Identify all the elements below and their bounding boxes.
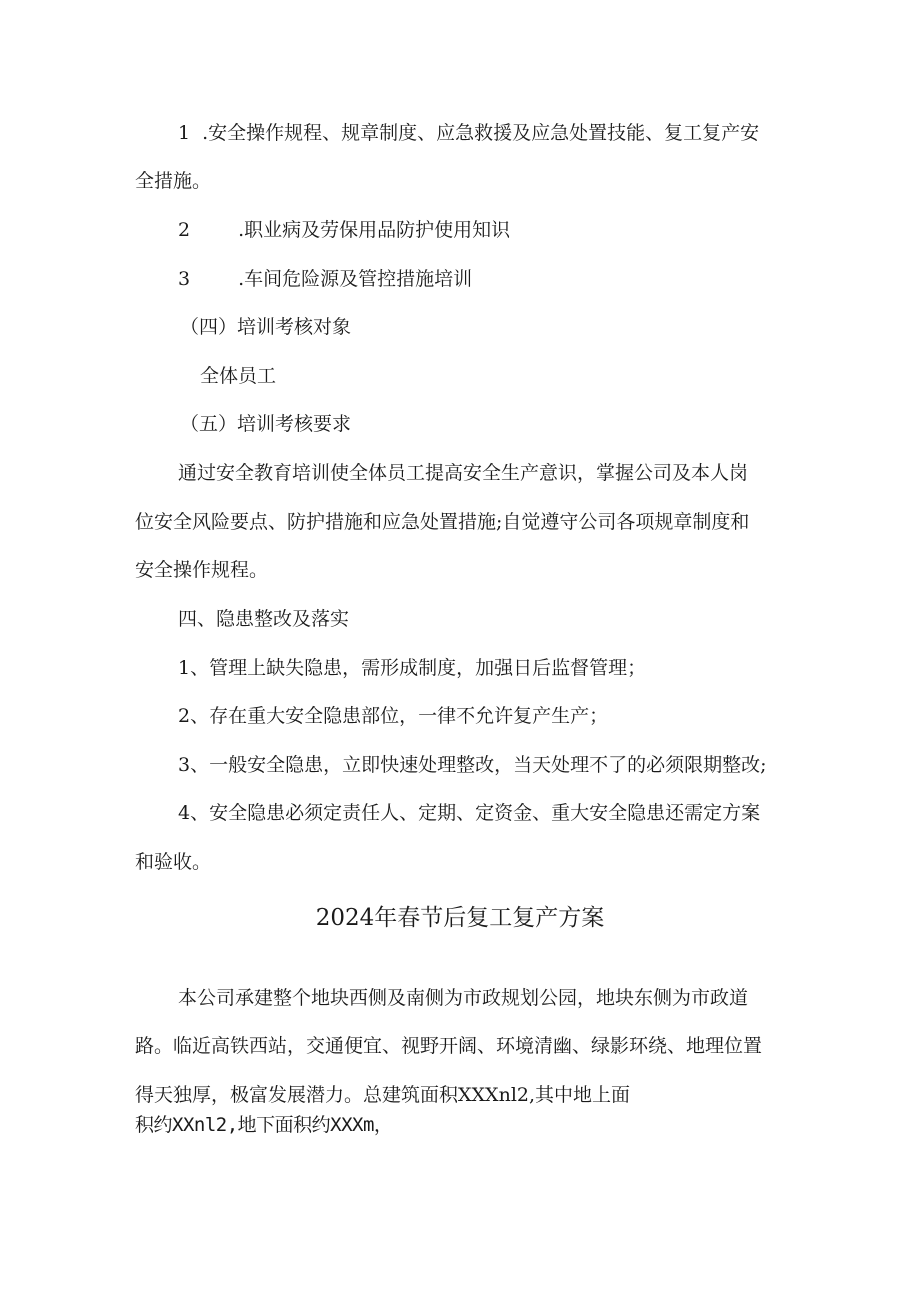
subheading-training-target: （四）培训考核对象 [180,316,352,338]
training-target-value: 全体员工 [200,365,277,387]
training-item-1-continued: 全措施。 [135,170,212,192]
training-item-1 [178,120,759,146]
hazard-item-2: 2、存在重大安全隐患部位，一律不允许复产生产； [178,705,609,727]
training-item-3 [178,266,472,292]
requirements-paragraph-line-1: 通过安全教育培训使全体员工提高安全生产意识，掌握公司及本人岗 [178,462,749,484]
requirements-paragraph-line-2: 位安全风险要点、防护措施和应急处置措施;自觉遵守公司各项规章制度和 [135,511,750,533]
subheading-training-requirements: （五）培训考核要求 [180,413,352,435]
plan-paragraph-line-4: 积约XXnl2,地下面积约XXXm， [135,1114,393,1136]
hazard-item-4: 4、安全隐患必须定责任人、定期、定资金、重大安全隐患还需定方案 [178,802,761,824]
plan-paragraph-line-2: 路。临近高铁西站，交通便宜、视野开阔、环境清幽、绿影环绕、地理位置 [135,1035,763,1057]
document-title: 2024年春节后复工复产方案 [315,905,605,931]
item-number: 2 [178,219,191,241]
item-text: .安全操作规程、规章制度、应急救援及应急处置技能、复工复产安 [202,122,760,144]
section-heading-hazard-rectification: 四、隐患整改及落实 [178,608,350,630]
hazard-item-4-continued: 和验收。 [135,851,212,873]
hazard-item-3: 3、一般安全隐患，立即快速处理整改，当天处理不了的必须限期整改; [178,754,767,776]
item-text: .车间危险源及管控措施培训 [238,268,473,290]
item-number: 3 [178,268,191,290]
training-item-2 [178,217,510,243]
item-number: 1 [178,122,191,144]
plan-paragraph-line-1: 本公司承建整个地块西侧及南侧为市政规划公园，地块东侧为市政道 [178,987,749,1009]
requirements-paragraph-line-3: 安全操作规程。 [135,559,269,581]
item-text: .职业病及劳保用品防护使用知识 [238,219,511,241]
hazard-item-1: 1、管理上缺失隐患，需形成制度，加强日后监督管理； [178,657,647,679]
plan-paragraph-line-3: 得天独厚，极富发展潜力。总建筑面积XXXnl2,其中地上面 [135,1084,631,1106]
